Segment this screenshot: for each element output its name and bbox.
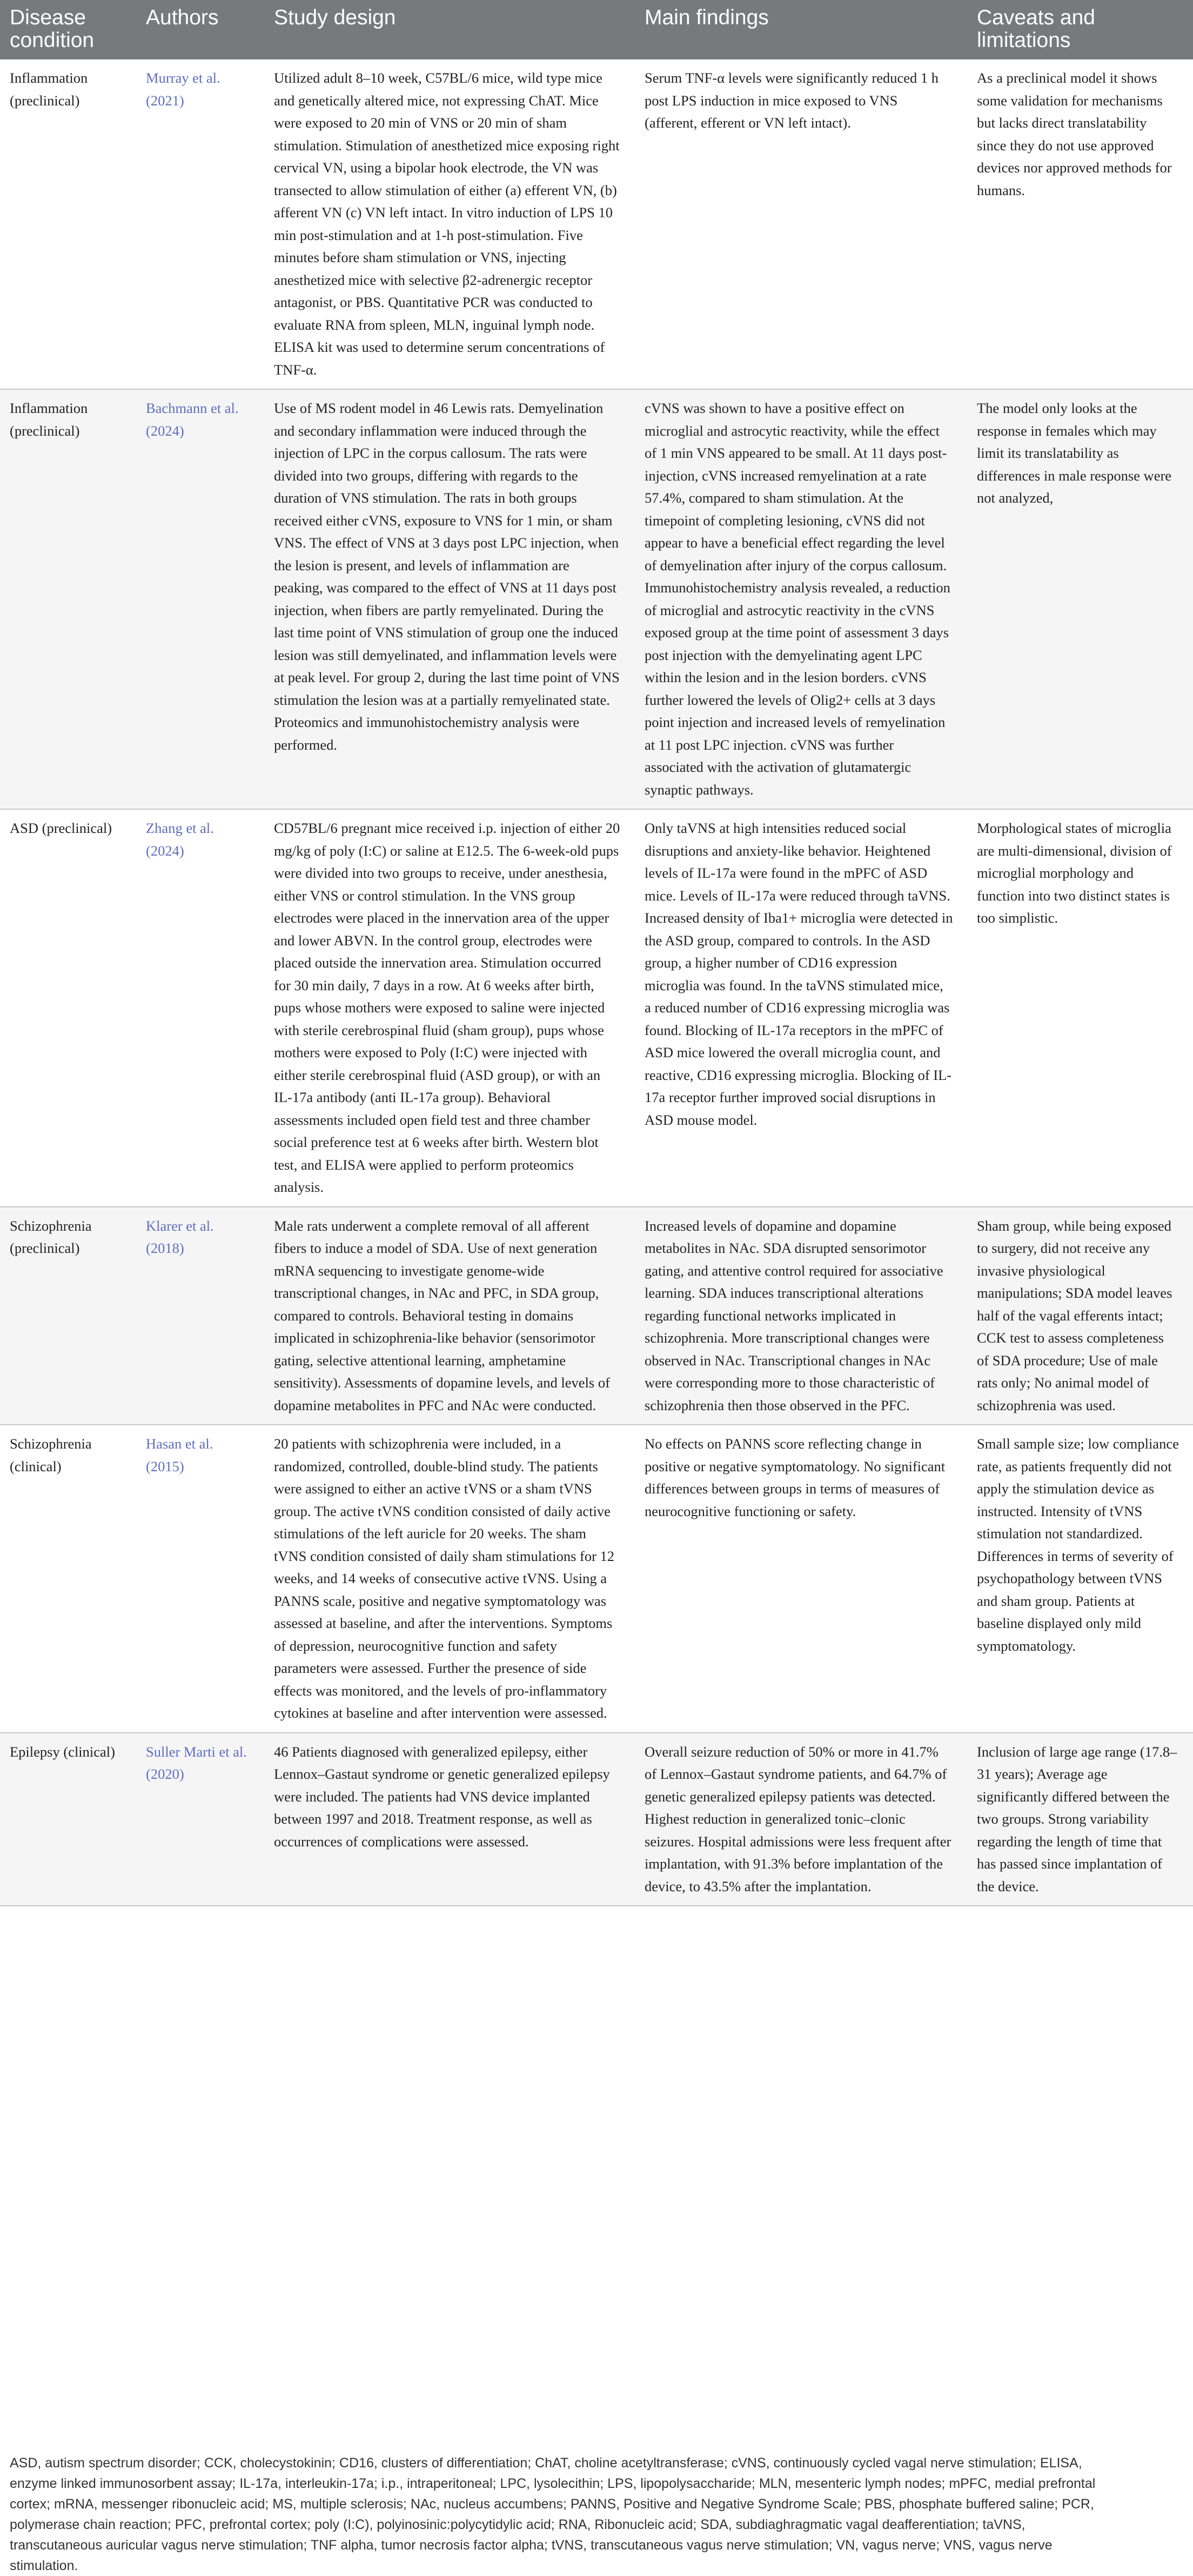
- col-header-caveats: Caveats and limitations: [967, 0, 1193, 59]
- table-header: [0, 0, 1193, 59]
- table-body: [0, 59, 1193, 1906]
- disease-condition-cell: Schizophrenia (preclinical): [0, 1207, 136, 1425]
- table-row: [0, 1733, 1193, 1906]
- authors-link[interactable]: Hasan et al. (2015): [136, 1425, 264, 1733]
- authors-link[interactable]: Murray et al. (2021): [136, 59, 264, 389]
- study-design-cell: Male rats underwent a complete removal of all afferent fibers to induce a model of SDA. Use of next generation mRNA sequencing to investigate genome-wide transcriptional changes, in NAc and PFC, in SDA group, compared to controls. Behavioral testing in domains implicated in schizophrenia-like behavior (sensorimotor gating, selective attentional learning, amphetamine sensitivity). Assessments of dopamine levels, and levels of dopamine metabolites in PFC and NAc were conducted.: [264, 1207, 635, 1425]
- table-row: [0, 809, 1193, 1207]
- study-design-cell: 20 patients with schizophrenia were included, in a randomized, controlled, double-blind study. The patients were assigned to either an active tVNS or a sham tVNS group. The active tVNS condition consisted of daily active stimulations of the left auricle for 20 weeks. The sham tVNS condition consisted of daily sham stimulations for 12 weeks, and 14 weeks of consecutive active tVNS. Using a PANNS scale, positive and negative symptomatology was assessed at baseline, and after the interventions. Symptoms of depression, neurocognitive function and safety parameters were assessed. Further the presence of side effects was monitored, and the levels of pro-inflammatory cytokines at baseline and after intervention were assessed.: [264, 1425, 635, 1733]
- disease-condition-cell: Schizophrenia (clinical): [0, 1425, 136, 1733]
- caveats-cell: The model only looks at the response in females which may limit its translatability as differences in male response were not analyzed,: [967, 389, 1193, 809]
- authors-link[interactable]: Zhang et al. (2024): [136, 809, 264, 1207]
- header-row: [0, 0, 1193, 59]
- caveats-cell: Inclusion of large age range (17.8–31 years); Average age significantly differed between the two groups. Strong variability regarding the length of time that has passed since implantation of the device.: [967, 1733, 1193, 1906]
- col-header-main-findings: Main findings: [635, 0, 967, 59]
- table-row: [0, 1425, 1193, 1733]
- authors-link[interactable]: Klarer et al. (2018): [136, 1207, 264, 1425]
- caveats-cell: As a preclinical model it shows some validation for mechanisms but lacks direct translatability since they do not use approved devices nor approved methods for humans.: [967, 59, 1193, 389]
- main-findings-cell: No effects on PANNS score reflecting change in positive or negative symptomatology. No significant differences between groups in terms of measures of neurocognitive functioning or safety.: [635, 1425, 967, 1733]
- disease-condition-cell: Inflammation (preclinical): [0, 389, 136, 809]
- caveats-cell: Sham group, while being exposed to surgery, did not receive any invasive physiological manipulations; SDA model leaves half of the vagal efferents intact; CCK test to assess completeness of SDA procedure; Use of male rats only; No animal model of schizophrenia was used.: [967, 1207, 1193, 1425]
- disease-condition-cell: Inflammation (preclinical): [0, 59, 136, 389]
- main-findings-cell: Serum TNF-α levels were significantly reduced 1 h post LPS induction in mice exposed to VNS (afferent, efferent or VN left intact).: [635, 59, 967, 389]
- table-row: [0, 389, 1193, 809]
- study-design-cell: CD57BL/6 pregnant mice received i.p. injection of either 20 mg/kg of poly (I:C) or saline at E12.5. The 6-week-old pups were divided into two groups to receive, under anesthesia, either VNS or control stimulation. In the VNS group electrodes were placed in the innervation area of the upper and lower ABVN. In the control group, electrodes were placed outside the innervation area. Stimulation occurred for 30 min daily, 7 days in a row. At 6 weeks after birth, pups whose mothers were exposed to saline were injected with sterile cerebrospinal fluid (sham group), pups whose mothers were exposed to Poly (I:C) were injected with either sterile cerebrospinal fluid (ASD group), or with an IL-17a antibody (anti IL-17a group). Behavioral assessments included open field test and three chamber social preference test at 6 weeks after birth. Western blot test, and ELISA were applied to perform proteomics analysis.: [264, 809, 635, 1207]
- main-findings-cell: Overall seizure reduction of 50% or more in 41.7% of Lennox–Gastaut syndrome patients, and 64.7% of genetic generalized epilepsy patients was detected. Highest reduction in generalized tonic–clonic seizures. Hospital admissions were less frequent after implantation, with 91.3% before implantation of the device, to 43.5% after the implantation.: [635, 1733, 967, 1906]
- table-row: [0, 59, 1193, 389]
- disease-condition-cell: ASD (preclinical): [0, 809, 136, 1207]
- main-findings-cell: Increased levels of dopamine and dopamine metabolites in NAc. SDA disrupted sensorimotor gating, and attentive control required for associative learning. SDA induces transcriptional alterations regarding functional networks implicated in schizophrenia. More transcriptional changes were observed in NAc. Transcriptional changes in NAc were corresponding more to those characteristic of schizophrenia then those observed in the PFC.: [635, 1207, 967, 1425]
- authors-link[interactable]: Suller Marti et al. (2020): [136, 1733, 264, 1906]
- main-findings-cell: Only taVNS at high intensities reduced social disruptions and anxiety-like behavior. Heightened levels of IL-17a were found in the mPFC of ASD mice. Levels of IL-17a were reduced through taVNS. Increased density of Iba1+ microglia were detected in the ASD group, compared to controls. In the ASD group, a higher number of CD16 expression microglia was found. In the taVNS stimulated mice, a reduced number of CD16 expressing microglia was found. Blocking of IL-17a receptors in the mPFC of ASD mice lowered the overall microglia count, and reactive, CD16 expressing microglia. Blocking of IL-17a receptor further improved social disruptions in ASD mouse model.: [635, 809, 967, 1207]
- authors-link[interactable]: Bachmann et al. (2024): [136, 389, 264, 809]
- col-header-disease-condition: Disease condition: [0, 0, 136, 59]
- caveats-cell: Morphological states of microglia are multi-dimensional, division of microglial morphology and function into two distinct states is too simplistic.: [967, 809, 1193, 1207]
- study-design-cell: 46 Patients diagnosed with generalized epilepsy, either Lennox–Gastaut syndrome or genetic generalized epilepsy were included. The patients had VNS device implanted between 1997 and 2018. Treatment response, as well as occurrences of complications were assessed.: [264, 1733, 635, 1906]
- col-header-authors: Authors: [136, 0, 264, 59]
- study-design-cell: Utilized adult 8–10 week, C57BL/6 mice, wild type mice and genetically altered mice, not expressing ChAT. Mice were exposed to 20 min of VNS or 20 min of sham stimulation. Stimulation of anesthetized mice exposing right cervical VN, using a bipolar hook electrode, the VN was transected to allow stimulation of either (a) efferent VN, (b) afferent VN (c) VN left intact. In vitro induction of LPS 10 min post-stimulation and at 1-h post-stimulation. Five minutes before sham stimulation or VNS, injecting anesthetized mice with selective β2-adrenergic receptor antagonist, or PBS. Quantitative PCR was conducted to evaluate RNA from spleen, MLN, inguinal lymph node. ELISA kit was used to determine serum concentrations of TNF-α.: [264, 59, 635, 389]
- main-findings-cell: cVNS was shown to have a positive effect on microglial and astrocytic reactivity, while the effect of 1 min VNS appeared to be small. At 11 days post-injection, cVNS increased remyelination at a rate 57.4%, compared to sham stimulation. At the timepoint of completing lesioning, cVNS did not appear to have a beneficial effect regarding the level of demyelination after injury of the corpus callosum. Immunohistochemistry analysis revealed, a reduction of microglial and astrocytic reactivity in the cVNS exposed group at the time point of assessment 3 days post injection with the demyelinating agent LPC within the lesion and in the lesion borders. cVNS further lowered the levels of Olig2+ cells at 3 days point injection and increased levels of remyelination at 11 post LPC injection. cVNS was further associated with the activation of glutamatergic synaptic pathways.: [635, 389, 967, 809]
- caveats-cell: Small sample size; low compliance rate, as patients frequently did not apply the stimulation device as instructed. Intensity of tVNS stimulation not standardized. Differences in terms of severity of psychopathology between tVNS and sham group. Patients at baseline displayed only mild symptomatology.: [967, 1425, 1193, 1733]
- disease-condition-cell: Epilepsy (clinical): [0, 1733, 136, 1906]
- col-header-study-design: Study design: [264, 0, 635, 59]
- table-row: [0, 1207, 1193, 1425]
- study-design-cell: Use of MS rodent model in 46 Lewis rats. Demyelination and secondary inflammation were induced through the injection of LPC in the corpus callosum. The rats were divided into two groups, differing with regards to the duration of VNS stimulation. The rats in both groups received either cVNS, exposure to VNS for 1 min, or sham VNS. The effect of VNS at 3 days post LPC injection, when the lesion is present, and levels of inflammation are peaking, was compared to the effect of VNS at 11 days post injection, when fibers are partly remyelinated. During the last time point of VNS stimulation of group one the induced lesion was still demyelinated, and inflammation levels were at peak level. For group 2, during the last time point of VNS stimulation the lesion was at a partially remyelinated state. Proteomics and immunohistochemistry analysis were performed.: [264, 389, 635, 809]
- abbreviations-footnote: ASD, autism spectrum disorder; CCK, cholecystokinin; CD16, clusters of differentiation; ChAT, choline acetyltransferase; cVNS, continuously cycled vagal nerve stimulation; ELISA, enzyme linked immunosorbent assay; IL-17a, interleukin-17a; i.p., intraperitoneal; LPC, lysolecithin; LPS, lipopolysaccharide; MLN, mesenteric lymph nodes; mPFC, medial prefrontal cortex; mRNA, messenger ribonucleic acid; MS, multiple sclerosis; NAc, nucleus accumbens; PANNS, Positive and Negative Syndrome Scale; PBS, phosphate buffered saline; PCR, polymerase chain reaction; PFC, prefrontal cortex; poly (I:C), polyinosinic:polycytidylic acid; RNA, Ribonucleic acid; SDA, subdiaghragmatic vagal deafferentiation; taVNS, transcutaneous auricular vagus nerve stimulation; TNF alpha, tumor necrosis factor alpha; tVNS, transcutaneous vagus nerve stimulation; VN, vagus nerve; VNS, vagus nerve stimulation.: [10, 2455, 1096, 2573]
